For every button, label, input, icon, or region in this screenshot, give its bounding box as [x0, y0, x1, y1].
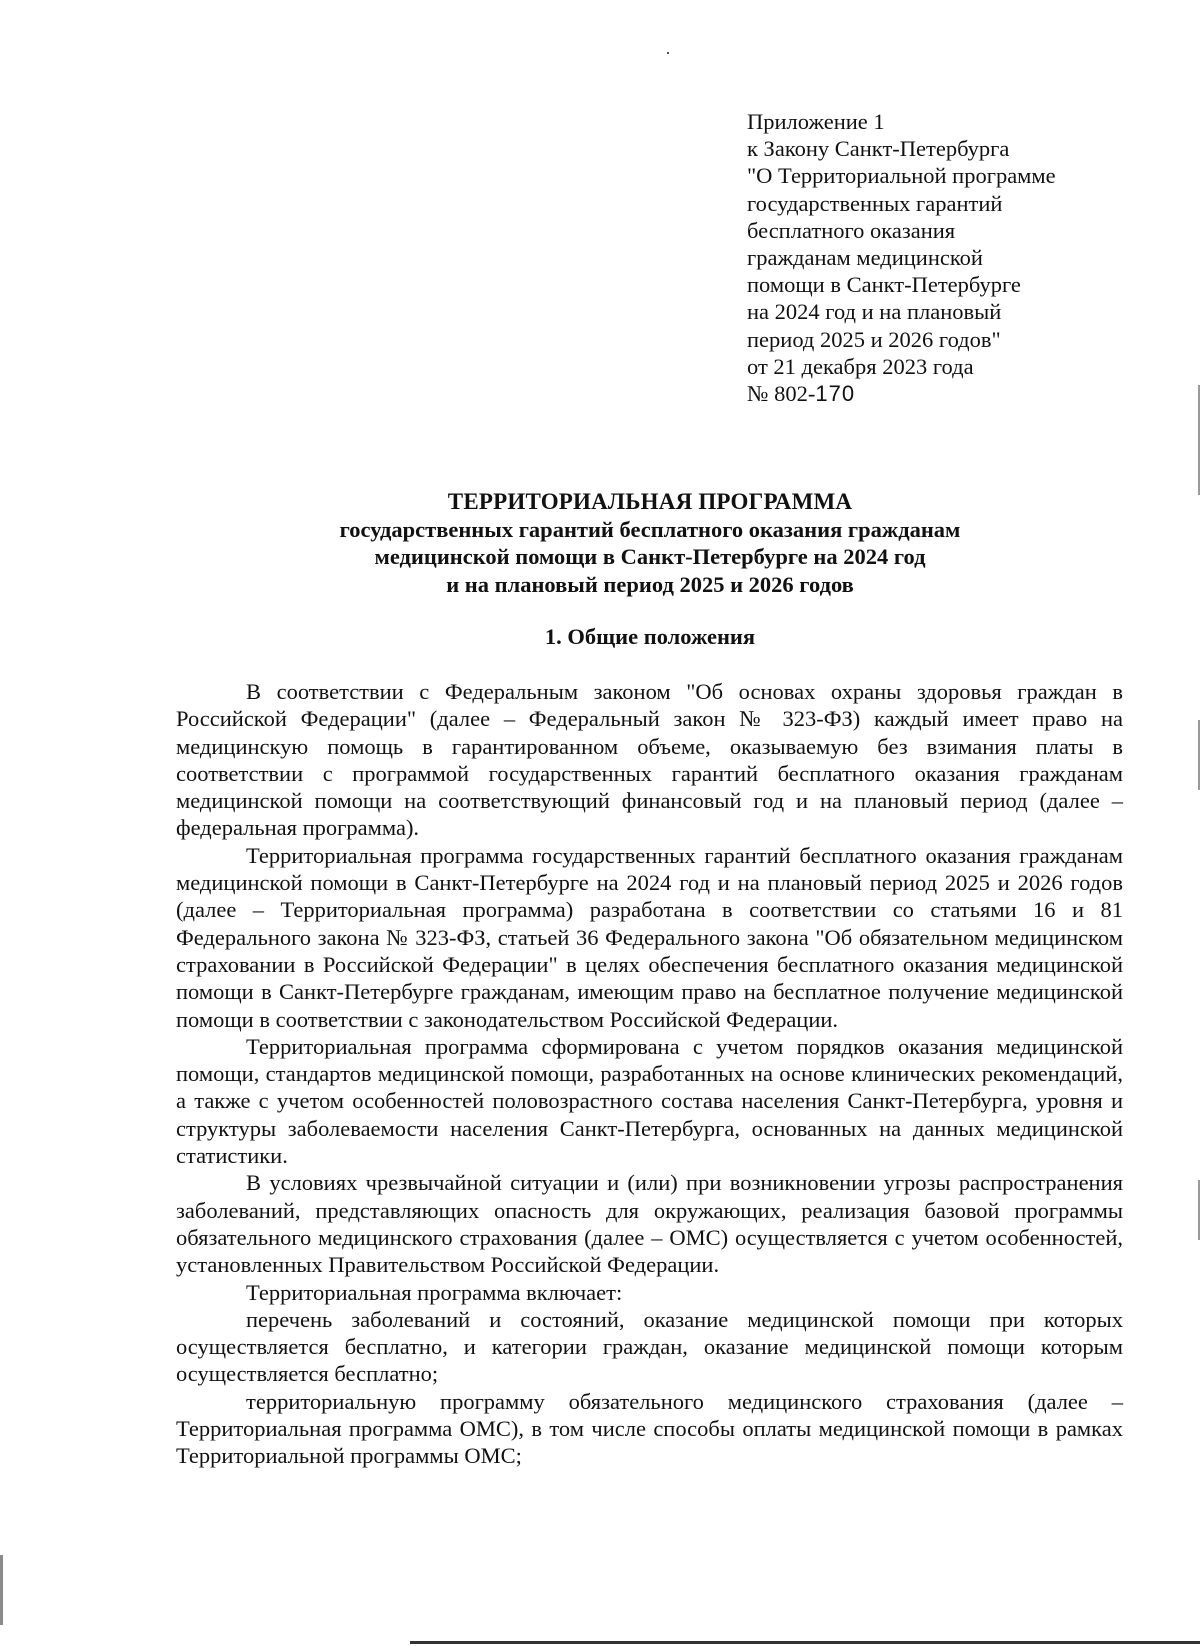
appendix-law-title-line: бесплатного оказания — [747, 217, 956, 243]
appendix-law-title-line: гражданам медицинской — [747, 245, 983, 271]
body-paragraph: территориальную программу обязательного медицинского страхования (далее – Территориальная программа ОМС), в том числе способы оплаты медицинской помощи в рамках Территориальной программы ОМС; — [176, 1388, 1123, 1469]
appendix-law-title-line: "О Территориальной программе — [747, 163, 1056, 189]
law-number-prefix: № 802- — [747, 381, 816, 407]
body-paragraph: В соответствии с Федеральным законом "Об основах охраны здоровья граждан в Российской Федерации" (далее – Федеральный закон № 323-ФЗ) каждый имеет право на медицинскую помощь в гарантированном объеме, оказываемую без взимания платы в соответствии с программой государственных гарантий бесплатного оказания гражданам медицинской помощи на соответствующий финансовый год и на плановый период (далее – федеральная программа). — [176, 679, 1123, 841]
program-title — [170, 488, 1130, 598]
appendix-law-title-line: на 2024 год и на плановый — [747, 299, 1002, 325]
appendix-law-title-line: государственных гарантий — [747, 190, 1003, 216]
section-heading: 1. Общие положения — [544, 624, 756, 649]
appendix-approval-block — [747, 108, 1107, 407]
program-title-subline: и на плановый период 2025 и 2026 годов — [446, 571, 854, 597]
section-body — [176, 678, 1123, 1470]
appendix-law-title-line: период 2025 и 2026 годов" — [747, 326, 1001, 352]
appendix-label: Приложение 1 — [747, 109, 885, 134]
scan-speck — [667, 52, 669, 54]
program-title-subline: медицинской помощи в Санкт-Петербурге на 2024 год — [374, 544, 926, 569]
scan-edge-mark — [0, 1555, 3, 1625]
program-title-subline: государственных гарантий бесплатного оказания гражданам — [339, 516, 961, 542]
body-paragraph: Территориальная программа государственных гарантий бесплатного оказания гражданам медицинской помощи в Санкт-Петербурге на 2024 год и на плановый период 2025 и 2026 годов (далее – Территориальная программа) разработана в соответствии со статьями 16 и 81 Федерального закона № 323-ФЗ, статьей 36 Федерального закона "Об обязательном медицинском страховании в Российской Федерации" в целях обеспечения бесплатного оказания медицинской помощи в Санкт-Петербурге гражданам, имеющим право на бесплатное получение медицинской помощи в соответствии с законодательством Российской Федерации. — [176, 842, 1123, 1032]
body-paragraph: В условиях чрезвычайной ситуации и (или) при возникновении угрозы распространения заболеваний, представляющих опасность для окружающих, реализация базовой программы обязательного медицинского страхования (далее – ОМС) осуществляется с учетом особенностей, установленных Правительством Российской Федерации. — [176, 1170, 1123, 1278]
appendix-law-title-line: помощи в Санкт-Петербурге — [747, 272, 1021, 298]
appendix-law-ref: к Закону Санкт-Петербурга — [747, 136, 1010, 162]
law-number-value: 170 — [815, 381, 856, 407]
scan-bottom-edge — [410, 1641, 1200, 1644]
appendix-law-number — [747, 380, 1107, 407]
appendix-date: от 21 декабря 2023 года — [747, 353, 974, 379]
body-paragraph: Территориальная программа сформирована с учетом порядков оказания медицинской помощи, стандартов медицинской помощи, разработанных на основе клинических рекомендаций, а также с учетом особенностей половозрастного состава населения Санкт-Петербурга, уровня и структуры заболеваемости населения Санкт-Петербурга, основанных на данных медицинской статистики. — [176, 1033, 1123, 1169]
program-title-heading: ТЕРРИТОРИАЛЬНАЯ ПРОГРАММА — [447, 489, 853, 514]
body-paragraph: Территориальная программа включает: — [246, 1279, 623, 1305]
body-paragraph: перечень заболеваний и состояний, оказание медицинской помощи при которых осуществляется бесплатно, и категории граждан, оказание медицинской помощи которым осуществляется бесплатно; — [176, 1306, 1123, 1387]
